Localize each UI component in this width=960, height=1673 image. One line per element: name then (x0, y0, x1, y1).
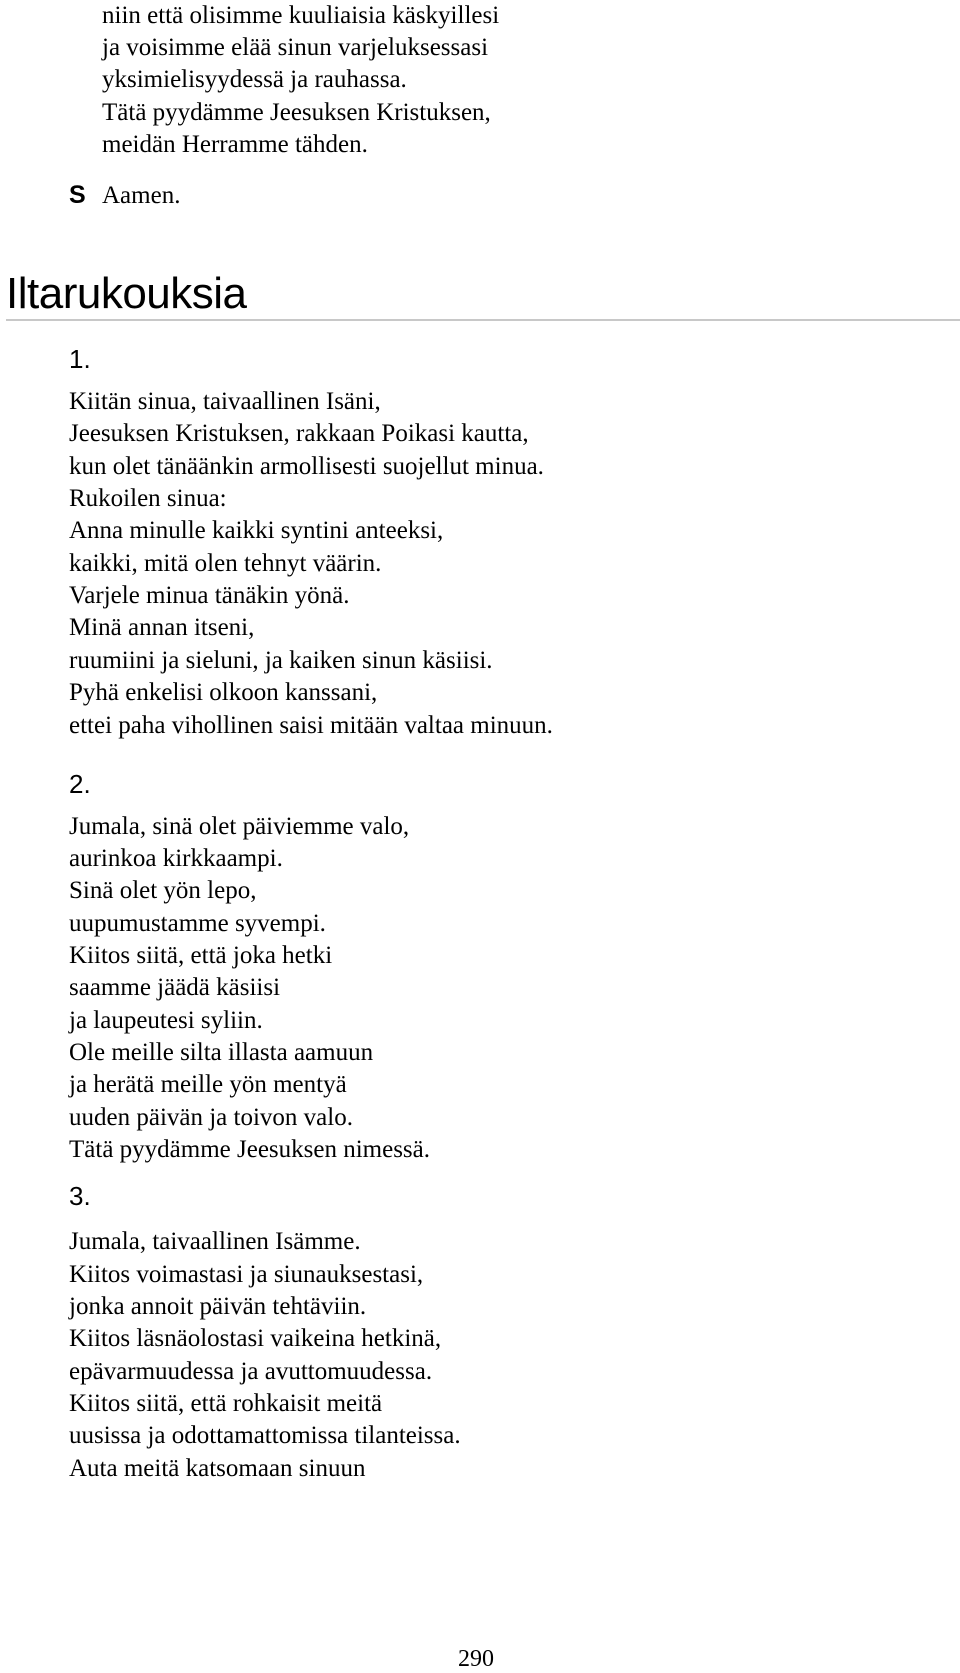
intro-line: niin että olisimme kuuliaisia käskyillesi (102, 2, 500, 29)
section-title: Iltarukouksia (6, 269, 247, 318)
prayer-line: ja herätä meille yön mentyä (69, 1071, 347, 1098)
intro-line: meidän Herramme tähden. (102, 131, 368, 158)
prayer-line: epävarmuudessa ja avuttomuudessa. (69, 1358, 433, 1385)
page-number: 290 (458, 1646, 494, 1672)
prayer-line: Jumala, sinä olet päiviemme valo, (69, 813, 410, 840)
speaker-marker: S (69, 181, 86, 209)
prayer-line: uupumustamme syvempi. (69, 910, 326, 937)
prayer-line: Kiitos läsnäolostasi vaikeina hetkinä, (69, 1325, 442, 1352)
prayer-line: aurinkoa kirkkaampi. (69, 845, 283, 872)
prayer-line: Sinä olet yön lepo, (69, 877, 257, 904)
prayer-line: Kiitos voimastasi ja siunauksestasi, (69, 1261, 424, 1288)
prayer-line: ja laupeutesi syliin. (69, 1007, 263, 1034)
prayer-line: jonka annoit päivän tehtäviin. (69, 1293, 367, 1320)
prayer-line: Kiitän sinua, taivaallinen Isäni, (69, 388, 381, 415)
prayer-line: ruumiini ja sieluni, ja kaiken sinun käsiisi. (69, 647, 493, 674)
amen-response: Aamen. (102, 182, 181, 209)
intro-line: Tätä pyydämme Jeesuksen Kristuksen, (102, 99, 491, 126)
prayer-line: Anna minulle kaikki syntini anteeksi, (69, 517, 444, 544)
heading-divider (6, 319, 960, 321)
prayer-number: 1. (69, 344, 91, 374)
prayer-line: Ole meille silta illasta aamuun (69, 1039, 374, 1066)
prayer-line: Auta meitä katsomaan sinuun (69, 1455, 366, 1482)
prayer-line: Jeesuksen Kristuksen, rakkaan Poikasi kautta, (69, 420, 529, 447)
prayer-line: ettei paha vihollinen saisi mitään valtaa minuun. (69, 712, 553, 739)
prayer-line: uuden päivän ja toivon valo. (69, 1104, 353, 1131)
prayer-line: kun olet tänäänkin armollisesti suojellut minua. (69, 453, 544, 480)
prayer-line: saamme jäädä käsiisi (69, 974, 281, 1001)
prayer-line: Varjele minua tänäkin yönä. (69, 582, 350, 609)
prayer-line: Jumala, taivaallinen Isämme. (69, 1228, 361, 1255)
prayer-line: Kiitos siitä, että joka hetki (69, 942, 333, 969)
intro-line: ja voisimme elää sinun varjeluksessasi (102, 34, 489, 61)
prayer-line: Rukoilen sinua: (69, 485, 227, 512)
prayer-line: Tätä pyydämme Jeesuksen nimessä. (69, 1136, 431, 1163)
prayer-line: Minä annan itseni, (69, 614, 255, 641)
prayer-line: kaikki, mitä olen tehnyt väärin. (69, 550, 382, 577)
prayer-number: 3. (69, 1181, 91, 1211)
intro-line: yksimielisyydessä ja rauhassa. (102, 66, 407, 93)
prayer-line: uusissa ja odottamattomissa tilanteissa. (69, 1422, 461, 1449)
prayer-number: 2. (69, 769, 91, 799)
prayer-line: Pyhä enkelisi olkoon kanssani, (69, 679, 378, 706)
prayer-line: Kiitos siitä, että rohkaisit meitä (69, 1390, 383, 1417)
